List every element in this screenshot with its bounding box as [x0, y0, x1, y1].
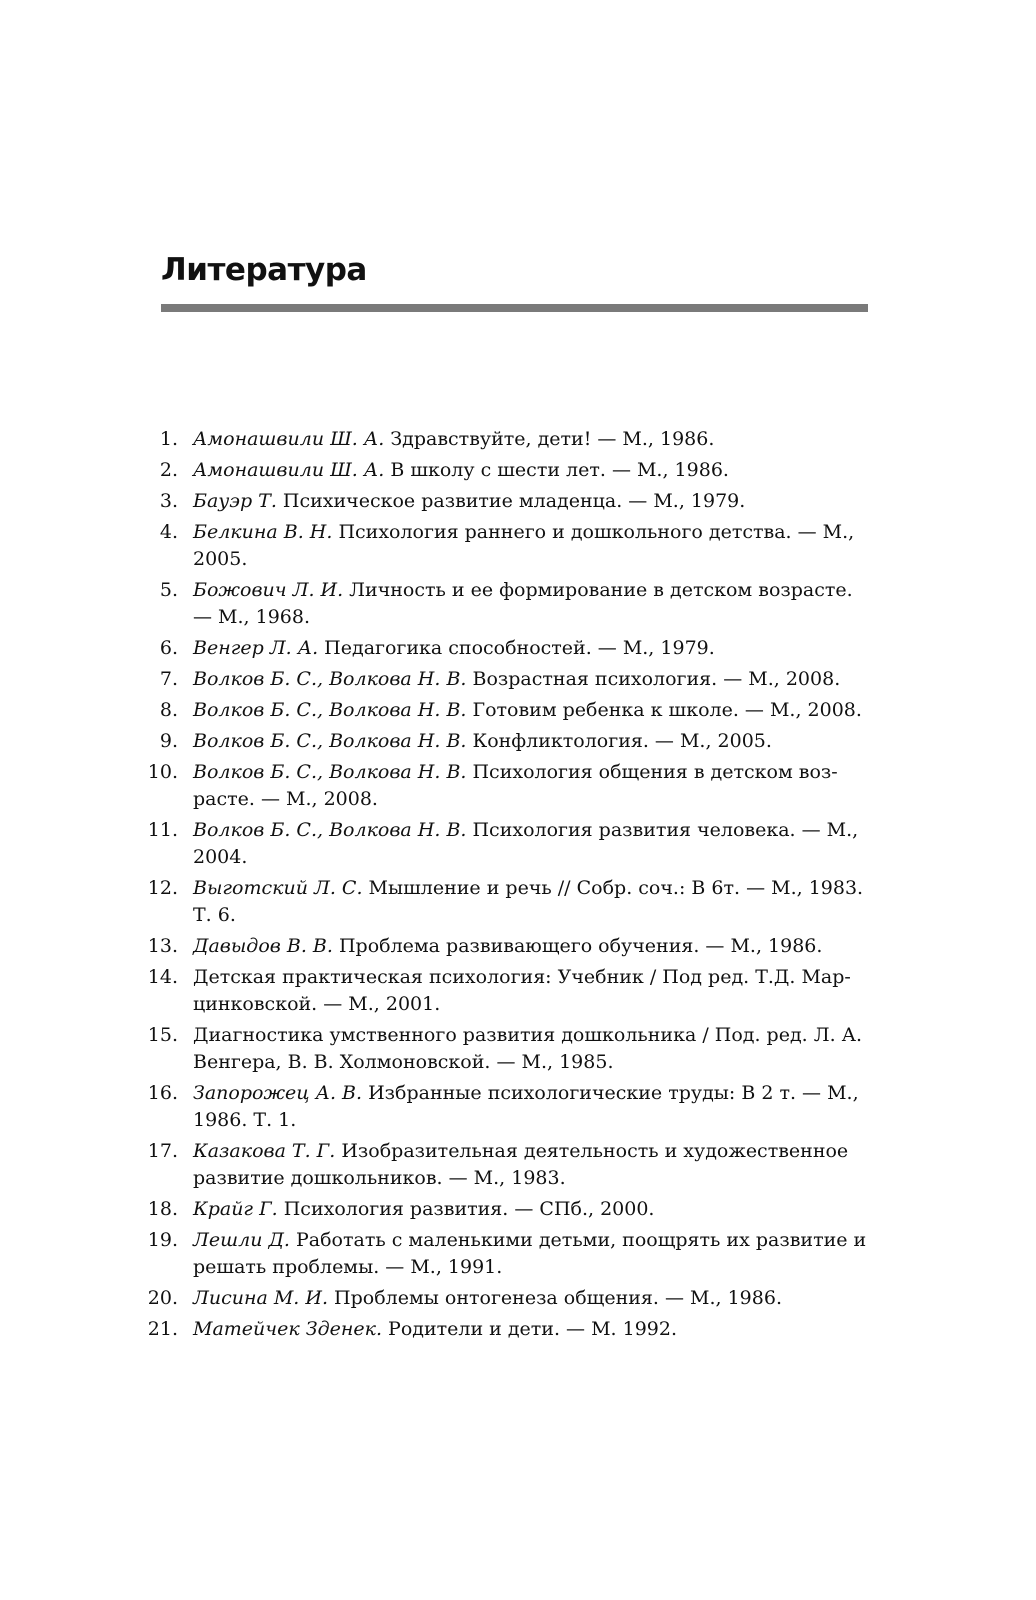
- reference-item: [145, 1285, 869, 1312]
- reference-number: 14.: [147, 966, 178, 988]
- reference-author: Запорожец А. В.: [193, 1082, 363, 1104]
- reference-text: Педагогика способностей. — М., 1979.: [318, 637, 715, 659]
- reference-body: [178, 1316, 869, 1343]
- reference-author: Лешли Д.: [193, 1229, 290, 1251]
- reference-author: Волков Б. С., Волкова Н. В.: [193, 730, 467, 752]
- reference-item: [145, 817, 869, 871]
- reference-item: [145, 728, 869, 755]
- reference-item: [145, 759, 869, 813]
- reference-number: 16.: [147, 1082, 178, 1104]
- reference-item: [145, 875, 869, 929]
- reference-number: 4.: [159, 521, 178, 543]
- reference-number: 19.: [147, 1229, 178, 1251]
- reference-author: Давыдов В. В.: [193, 935, 333, 957]
- reference-author: Крайг Г.: [193, 1198, 278, 1220]
- reference-number: 8.: [159, 699, 178, 721]
- reference-number: 17.: [147, 1140, 178, 1162]
- reference-list: [145, 426, 869, 1347]
- reference-body: [178, 697, 869, 724]
- reference-item: [145, 964, 869, 1018]
- reference-item: [145, 1227, 869, 1281]
- reference-body: [178, 457, 869, 484]
- reference-item: [145, 519, 869, 573]
- reference-text: В школу с шести лет. — М., 1986.: [384, 459, 729, 481]
- reference-body: [178, 519, 869, 573]
- reference-author: Венгер Л. А.: [193, 637, 319, 659]
- reference-number: 9.: [159, 730, 178, 752]
- reference-author: Лисина М. И.: [193, 1287, 328, 1309]
- reference-text: Здравствуйте, дети! — М., 1986.: [384, 428, 715, 450]
- reference-body: [178, 488, 869, 515]
- reference-number: 21.: [147, 1318, 178, 1340]
- reference-body: [178, 759, 869, 813]
- reference-text: Возрастная психология. — М., 2008.: [466, 668, 841, 690]
- reference-body: [178, 1285, 869, 1312]
- reference-text: Родители и дети. — М. 1992.: [382, 1318, 678, 1340]
- reference-number: 1.: [159, 428, 178, 450]
- reference-body: [178, 1080, 869, 1134]
- reference-author: Выготский Л. С.: [193, 877, 363, 899]
- reference-item: [145, 488, 869, 515]
- reference-body: [178, 875, 869, 929]
- reference-text: Проблемы онтогенеза общения. — М., 1986.: [328, 1287, 782, 1309]
- reference-body: [178, 426, 869, 453]
- reference-text: Проблема развивающего обучения. — М., 1986.: [332, 935, 823, 957]
- reference-body: [178, 964, 869, 1018]
- reference-item: [145, 426, 869, 453]
- reference-number: 13.: [147, 935, 178, 957]
- reference-text: Работать с маленькими детьми, поощрять их развитие и решать проблемы. — М., 1991.: [193, 1229, 867, 1278]
- reference-number: 5.: [159, 579, 178, 601]
- reference-text: Детская практическая психология: Учебник / Под ред. Т.Д. Мар-цинковской. — М., 2001.: [193, 966, 851, 1015]
- reference-item: [145, 666, 869, 693]
- reference-text: Психология раннего и дошкольного детства. — М., 2005.: [193, 521, 855, 570]
- reference-author: Белкина В. Н.: [193, 521, 333, 543]
- reference-number: 6.: [159, 637, 178, 659]
- reference-body: [178, 817, 869, 871]
- reference-item: [145, 933, 869, 960]
- reference-author: Бауэр Т.: [193, 490, 277, 512]
- reference-number: 18.: [147, 1198, 178, 1220]
- reference-author: Волков Б. С., Волкова Н. В.: [193, 761, 467, 783]
- reference-item: [145, 1138, 869, 1192]
- reference-item: [145, 457, 869, 484]
- reference-text: Психология развития. — СПб., 2000.: [277, 1198, 655, 1220]
- reference-body: [178, 577, 869, 631]
- reference-author: Волков Б. С., Волкова Н. В.: [193, 699, 467, 721]
- reference-number: 3.: [159, 490, 178, 512]
- reference-author: Амонашвили Ш. А.: [193, 459, 385, 481]
- reference-number: 2.: [159, 459, 178, 481]
- reference-number: 20.: [147, 1287, 178, 1309]
- reference-number: 10.: [147, 761, 178, 783]
- reference-body: [178, 666, 869, 693]
- page-title: Литература: [161, 252, 367, 288]
- reference-text: Психическое развитие младенца. — М., 1979.: [276, 490, 746, 512]
- reference-item: [145, 635, 869, 662]
- reference-item: [145, 697, 869, 724]
- reference-item: [145, 1316, 869, 1343]
- reference-body: [178, 1022, 869, 1076]
- reference-number: 11.: [147, 819, 178, 841]
- reference-author: Божович Л. И.: [193, 579, 344, 601]
- reference-item: [145, 1196, 869, 1223]
- reference-text: Мышление и речь // Собр. соч.: В 6т. — М., 1983. Т. 6.: [193, 877, 864, 926]
- reference-author: Волков Б. С., Волкова Н. В.: [193, 668, 467, 690]
- reference-author: Амонашвили Ш. А.: [193, 428, 385, 450]
- reference-body: [178, 728, 869, 755]
- reference-text: Личность и ее формирование в детском возрасте. — М., 1968.: [193, 579, 853, 628]
- reference-author: Казакова Т. Г.: [193, 1140, 336, 1162]
- reference-text: Изобразительная деятельность и художественное развитие дошкольников. — М., 1983.: [193, 1140, 849, 1189]
- reference-text: Конфликтология. — М., 2005.: [466, 730, 772, 752]
- reference-body: [178, 933, 869, 960]
- reference-text: Избранные психологические труды: В 2 т. — М., 1986. Т. 1.: [193, 1082, 859, 1131]
- reference-body: [178, 635, 869, 662]
- reference-text: Психология развития человека. — М., 2004.: [193, 819, 859, 868]
- reference-text: Диагностика умственного развития дошкольника / Под. ред. Л. А. Венгера, В. В. Холмоновской. — М., 1985.: [193, 1024, 863, 1073]
- reference-item: [145, 577, 869, 631]
- reference-author: Матейчек Зденек.: [193, 1318, 382, 1340]
- heading-rule: [161, 304, 868, 312]
- reference-author: Волков Б. С., Волкова Н. В.: [193, 819, 467, 841]
- reference-item: [145, 1022, 869, 1076]
- reference-text: Готовим ребенка к школе. — М., 2008.: [466, 699, 862, 721]
- reference-item: [145, 1080, 869, 1134]
- reference-body: [178, 1227, 869, 1281]
- reference-number: 12.: [147, 877, 178, 899]
- reference-number: 15.: [147, 1024, 178, 1046]
- reference-text: Психология общения в детском воз-расте. — М., 2008.: [193, 761, 838, 810]
- reference-body: [178, 1138, 869, 1192]
- reference-number: 7.: [159, 668, 178, 690]
- reference-body: [178, 1196, 869, 1223]
